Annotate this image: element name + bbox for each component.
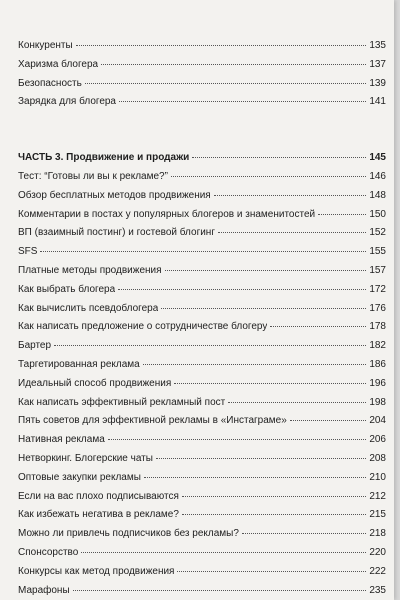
toc-entry-title: Конкуренты xyxy=(18,40,73,51)
toc-entry-page: 155 xyxy=(369,246,386,258)
toc-part-heading xyxy=(18,149,386,168)
part-page: 145 xyxy=(369,152,386,164)
dot-leader xyxy=(76,44,367,46)
toc-entry xyxy=(18,318,386,337)
toc-entry xyxy=(18,37,386,56)
toc-entry-page: 135 xyxy=(369,40,386,51)
toc-entry xyxy=(18,525,386,544)
toc-entry-page: 212 xyxy=(369,490,386,502)
toc-entry xyxy=(18,488,386,507)
dot-leader xyxy=(318,213,366,215)
toc-entry-title: Спонсорство xyxy=(18,546,79,558)
toc-entry-page: 146 xyxy=(369,170,386,182)
toc-entry xyxy=(18,394,386,413)
toc-entry xyxy=(18,412,386,431)
dot-leader xyxy=(101,63,366,65)
dot-leader xyxy=(54,344,366,346)
toc-entry-title: Конкурсы как метод продвижения xyxy=(18,565,175,577)
toc-entry-page: 186 xyxy=(369,358,386,370)
toc-entry-title: Марафоны xyxy=(18,584,70,596)
toc-entry-page: 150 xyxy=(369,208,386,220)
toc-entry-title: Как написать эффективный рекламный пост xyxy=(18,396,226,408)
toc-entry-page: 204 xyxy=(369,415,386,427)
dot-leader xyxy=(165,269,367,271)
toc-entry-title: Зарядка для блогера xyxy=(18,96,116,108)
dot-leader xyxy=(156,457,366,459)
dot-leader xyxy=(171,175,366,177)
dot-leader xyxy=(161,307,366,309)
dot-leader xyxy=(270,325,366,327)
toc-entry-title: Как вычислить псевдоблогера xyxy=(18,302,159,314)
dot-leader xyxy=(85,82,367,84)
dot-leader xyxy=(40,250,366,252)
toc-entry-title: Пять советов для эффективной рекламы в «Инстаграме» xyxy=(18,415,287,427)
toc-entry xyxy=(18,431,386,450)
toc-entry-title: Идеальный способ продвижения xyxy=(18,377,172,389)
dot-leader xyxy=(118,288,366,290)
dot-leader xyxy=(182,495,366,497)
toc-entry-title: Обзор бесплатных методов продвижения xyxy=(18,189,211,201)
toc-entry-title: ВП (взаимный постинг) и гостевой блогинг xyxy=(18,227,215,239)
dot-leader xyxy=(177,570,366,572)
toc-entry xyxy=(18,375,386,394)
dot-leader xyxy=(144,476,366,478)
dot-leader xyxy=(242,532,366,534)
dot-leader xyxy=(119,100,366,102)
toc-entry-title: Безопасность xyxy=(18,77,82,89)
toc-entry-page: 178 xyxy=(369,321,386,333)
toc-entry-page: 196 xyxy=(369,377,386,389)
toc-entry-title: Харизма блогера xyxy=(18,58,99,70)
toc-entry-title: Платные методы продвижения xyxy=(18,264,162,276)
toc-entry xyxy=(18,469,386,488)
toc-entry-title: Оптовые закупки рекламы xyxy=(18,471,141,483)
toc-entry-title: Можно ли привлечь подписчиков без рекламы? xyxy=(18,528,239,540)
toc-entry xyxy=(18,506,386,525)
table-of-contents xyxy=(18,37,386,600)
toc-entry xyxy=(18,56,386,75)
toc-entry xyxy=(18,168,386,187)
toc-entry-page: 139 xyxy=(369,77,386,89)
dot-leader xyxy=(73,589,367,591)
toc-entry xyxy=(18,243,386,262)
toc-entry-title: Бартер xyxy=(18,340,52,352)
toc-entry-page: 215 xyxy=(369,509,386,521)
toc-entry-title: Таргетированная реклама xyxy=(18,358,140,370)
toc-entry-title: Если на вас плохо подписываются xyxy=(18,490,179,502)
toc-entry xyxy=(18,75,386,94)
dot-leader xyxy=(108,438,367,440)
toc-entry-title: SFS xyxy=(18,246,38,258)
toc-entry-page: 198 xyxy=(369,396,386,408)
dot-leader xyxy=(218,231,366,233)
toc-entry xyxy=(18,224,386,243)
dot-leader xyxy=(214,194,367,196)
dot-leader xyxy=(143,363,367,365)
toc-entry-page: 208 xyxy=(369,452,386,464)
toc-entry-page: 206 xyxy=(369,434,386,446)
dot-leader xyxy=(182,513,366,515)
toc-entry xyxy=(18,262,386,281)
toc-entry-page: 235 xyxy=(369,584,386,596)
toc-entry-title: Как выбрать блогера xyxy=(18,283,116,295)
toc-entry xyxy=(18,93,386,112)
toc-entry-page: 176 xyxy=(369,302,386,314)
toc-entry xyxy=(18,300,386,319)
toc-entry-page: 148 xyxy=(369,189,386,201)
toc-entry-title: Как избежать негатива в рекламе? xyxy=(18,509,179,521)
toc-entry-page: 222 xyxy=(369,565,386,577)
toc-entry xyxy=(18,582,386,600)
toc-entry-title: Комментарии в постах у популярных блогеров и знаменитостей xyxy=(18,208,316,220)
toc-entry xyxy=(18,563,386,582)
toc-entry-page: 141 xyxy=(369,96,386,108)
toc-entry xyxy=(18,544,386,563)
dot-leader xyxy=(290,419,367,421)
toc-entry-title: Тест: “Готовы ли вы к рекламе?” xyxy=(18,170,168,182)
toc-entry xyxy=(18,356,386,375)
part-title: ЧАСТЬ 3. Продвижение и продажи xyxy=(18,152,190,164)
toc-entry xyxy=(18,281,386,300)
toc-entry xyxy=(18,206,386,225)
dot-leader xyxy=(174,382,366,384)
toc-entry-page: 218 xyxy=(369,528,386,540)
section-gap xyxy=(18,112,386,149)
toc-entry xyxy=(18,450,386,469)
toc-entry-page: 157 xyxy=(369,264,386,276)
toc-entry-page: 210 xyxy=(369,471,386,483)
toc-entry-page: 220 xyxy=(369,546,386,558)
dot-leader xyxy=(192,156,366,158)
toc-entry-page: 137 xyxy=(369,58,386,70)
toc-entry-title: Нетворкинг. Блогерские чаты xyxy=(18,452,153,464)
toc-entry-page: 172 xyxy=(369,283,386,295)
toc-entry-page: 152 xyxy=(369,227,386,239)
dot-leader xyxy=(81,551,366,553)
dot-leader xyxy=(228,401,366,403)
toc-entry xyxy=(18,337,386,356)
toc-entry-page: 182 xyxy=(369,340,386,352)
toc-entries-part3 xyxy=(18,168,386,600)
toc-entry xyxy=(18,187,386,206)
toc-entry-title: Как написать предложение о сотрудничестве блогеру xyxy=(18,321,268,333)
toc-entry-title: Нативная реклама xyxy=(18,434,105,446)
